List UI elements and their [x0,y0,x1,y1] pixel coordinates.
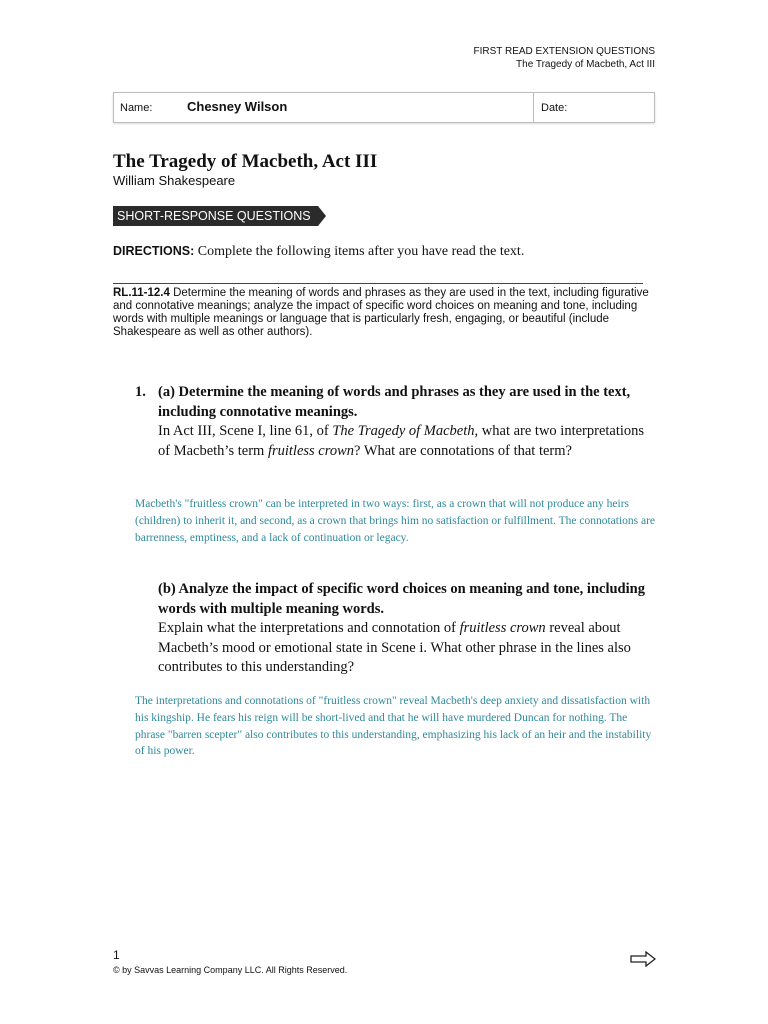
question-b-prompt: Explain what the interpretations and connotation of fruitless crown reveal about Macbeth’s mood or emotional state in Scene i. What other phrase in the lines also contributes to this understanding? [158,620,631,675]
directions-label: DIRECTIONS: [113,244,195,258]
standard-block [113,287,658,339]
directions-text: Complete the following items after you have read the text. [197,244,525,259]
standard-divider [113,283,643,284]
question-b-heading: (b) Analyze the impact of specific word choices on meaning and tone, including words with multiple meaning words. [158,581,645,617]
copyright: © by Savvas Learning Company LLC. All Rights Reserved. [113,965,348,975]
name-field[interactable]: Chesney Wilson [187,99,288,114]
page-title: The Tragedy of Macbeth, Act III [113,151,378,172]
name-date-box [113,92,655,123]
answer-a[interactable]: Macbeth's "fruitless crown" can be interpreted in two ways: first, as a crown that will not produce any heirs (children) to inherit it, and second, as a crown that brings him no satisfaction or fulfillment. The connotations are barrenness, emptiness, and a lack of continuation or legacy. [135,498,656,544]
page-number: 1 [113,948,120,962]
standard-text: Determine the meaning of words and phrases as they are used in the text, including figurative and connotative meanings; analyze the impact of specific word choices on meaning and tone, including words with multiple meanings or language that is particularly fresh, engaging, or beautiful (include Shakespeare as well as other authors). [113,287,649,338]
header-series-title: FIRST READ EXTENSION QUESTIONS [473,46,655,57]
section-banner: SHORT-RESPONSE QUESTIONS [113,206,318,226]
question-part-a [158,383,658,461]
question-a-prompt: In Act III, Scene I, line 61, of The Tragedy of Macbeth, what are two interpretations of Macbeth’s term fruitless crown? What are connotations of that term? [158,423,645,459]
date-field[interactable]: Date: [541,102,568,114]
document-header [473,45,655,71]
question-number: 1. [135,384,146,400]
question-a-heading: (a) Determine the meaning of words and phrases as they are used in the text, including connotative meanings. [158,384,631,420]
name-date-divider [533,93,534,122]
banner-arrow-icon [318,206,326,226]
answer-b[interactable]: The interpretations and connotations of "fruitless crown" reveal Macbeth's deep anxiety and dissatisfaction with his kingship. He fears his reign will be short-lived and that he will have murdered Duncan for nothing. The phrase "barren scepter" also contributes to this understanding, emphasizing his lack of an heir and the instability of his power. [135,695,652,758]
name-label: Name: [120,102,153,114]
question-part-b [158,580,658,678]
standard-code: RL.11-12.4 [113,287,170,299]
directions [113,244,524,260]
right-arrow-icon[interactable] [630,951,656,967]
header-work-title: The Tragedy of Macbeth, Act III [516,59,655,70]
author: William Shakespeare [113,173,236,188]
